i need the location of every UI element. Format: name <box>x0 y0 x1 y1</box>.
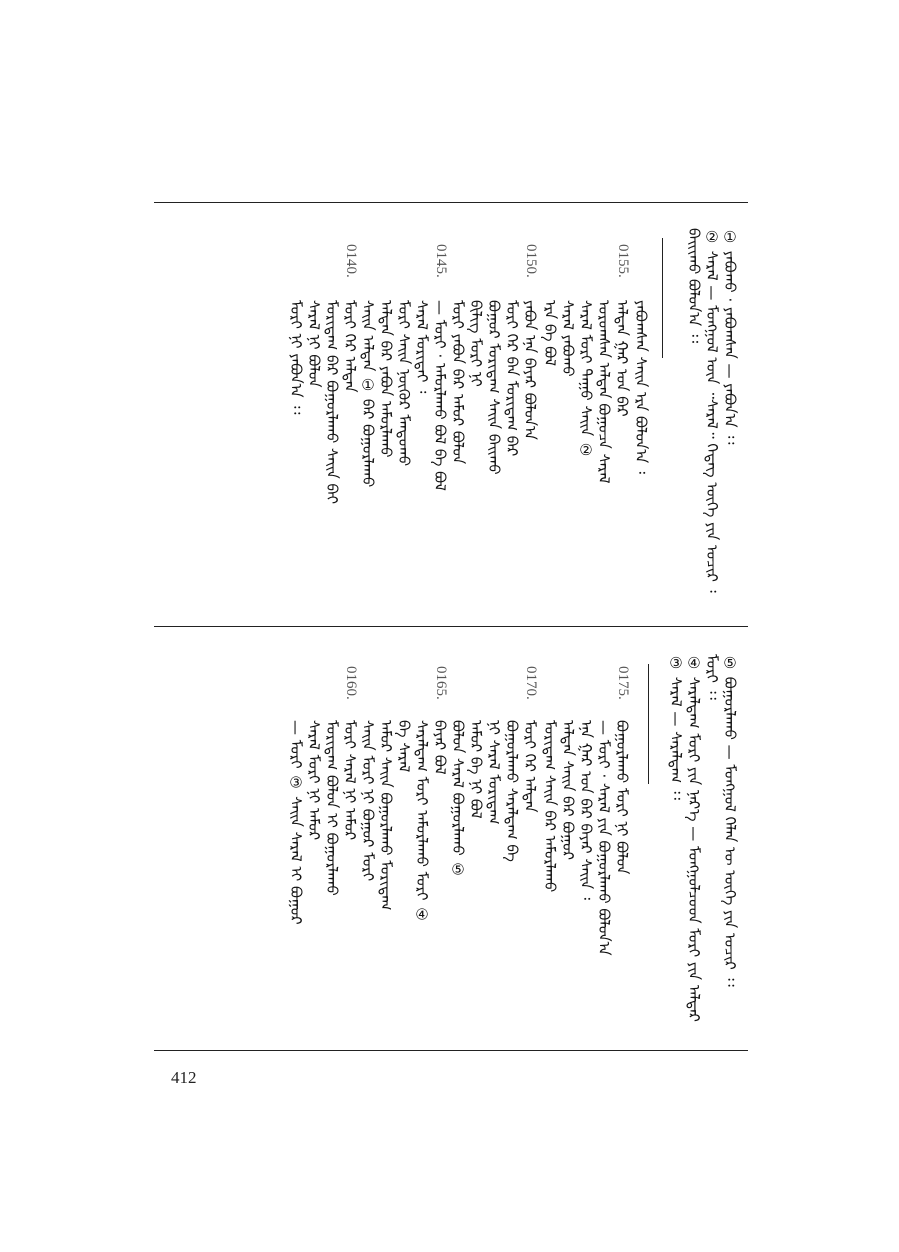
verse-line: ᠣᠷᠣᠭᠰᠠᠨ ᠠᠯᠳᠠᠨ ᠪᠣᠭᠤᠴᠠ ᠰᠠᠷᠠᠯ <box>595 300 613 484</box>
footnote-line: ③ ᠰᠠᠷᠠᠯ — ᠰᠠᠷᠠᠯᠳᠠᠭ ᠄᠄ <box>667 654 685 800</box>
bottom-rule <box>154 1050 748 1051</box>
verse-line: ᠠᠯᠳᠠᠨ ᠰᠠᠢᠨ ᠪᠡᠷ ᠪᠣᠭᠤᠷ <box>559 720 577 860</box>
footnote-separator <box>662 238 663 358</box>
verse-number: 0140. <box>343 244 359 278</box>
top-rule <box>154 202 748 203</box>
footnote-line: ① ᠶᠠᠪᠤᠬᠤ · ᠶᠠᠪᠤᠭᠰᠠᠨ — ᠶᠠᠪᠤᠨ᠎ᠠ ᠄᠄ <box>721 228 739 445</box>
verse-line: ᠰᠠᠷᠠᠯ ᠮᠣᠷᠢ ᠨᠢ ᠠᠮᠤᠷ <box>305 720 323 841</box>
middle-rule <box>154 626 748 627</box>
verse-line: ᠮᠣᠷᠢ ᠰᠠᠢᠨ ᠨᠥᠬᠦᠷ ᠮᠠᠨᠳᠤᠬᠤ <box>395 300 413 467</box>
verse-line: ᠰᠠᠷᠠᠯ ᠶᠠᠪᠤᠬᠤ <box>559 300 577 377</box>
verse-line: ᠪᠢᠯᠢᠭ ᠮᠣᠷᠢ ᠨᠢ <box>467 300 485 387</box>
verse-line: ᠰᠠᠢᠨ ᠠᠯᠳᠠᠨ ① ᠪᠡᠷ ᠪᠣᠭᠤᠷᠯᠠᠬᠤ <box>359 300 377 488</box>
footnote-separator <box>648 664 649 784</box>
verse-line: ᠡᠨᠡ ᠭᠠᠷ ᠤᠨ ᠪᠡᠷ ᠪᠠᠶᠠᠷ ᠰᠠᠢᠨ ᠄ <box>577 720 595 900</box>
footnote-line: ᠮᠣᠷᠢ ᠄᠄ <box>703 654 721 700</box>
verse-line: ᠮᠣᠷᠢ ᠭᠡᠷ ᠠᠯᠳᠠᠨ <box>341 300 359 393</box>
verse-number: 0175. <box>615 666 631 700</box>
verse-line: — ᠮᠣᠷᠢ ③ ᠰᠠᠢᠨ ᠰᠠᠷᠠᠯ ᠢ ᠪᠣᠭᠤᠷ <box>287 720 305 925</box>
verse-line: ᠪᠣᠭᠤᠷ ᠮᠣᠷᠢᠳᠠᠭ ᠰᠠᠢᠨ ᠪᠠᠢᠬᠤ <box>485 300 503 475</box>
verse-line: ᠶᠠᠪᠤᠭᠰᠠᠨ ᠰᠠᠢᠨ ᠡᠷᠡ ᠪᠣᠯᠤᠨ᠎ᠠ ᠄ <box>632 300 650 474</box>
footnote-line: ⑤ ᠪᠣᠭᠤᠷᠯᠠᠬᠤ — ᠮᠣᠩᠭᠣᠯ ᠬᠡᠯᠡᠨ ᠦ ᠦᠭᠡ ᠶᠢᠨ ᠤᠴᠢᠷ ᠄᠄ <box>721 654 739 987</box>
verse-line: ᠮᠣᠷᠢᠳᠠᠭ ᠪᠣᠯᠤᠨ ᠢ ᠪᠣᠭᠤᠷᠯᠠᠬᠤ <box>323 720 341 896</box>
verse-line: ᠡᠷᠡ ᠪᠡ ᠪᠣᠯ <box>541 300 559 367</box>
verse-line: ᠪᠡ ᠰᠠᠷᠠᠯ <box>395 720 413 773</box>
page-number: 412 <box>171 1068 197 1087</box>
verse-line: ᠮᠣᠷᠢᠳᠠᠭ ᠪᠡᠷ ᠪᠣᠭᠤᠷᠯᠠᠬᠤ ᠰᠠᠢᠨ ᠪᠠᠢ <box>323 300 341 504</box>
verse-line: ᠮᠣᠷᠢ ᠶᠠᠪᠤᠨ ᠪᠡᠷ ᠠᠮᠤᠷ ᠪᠣᠯᠤᠨ <box>449 300 467 465</box>
verse-line: ᠪᠠᠶᠠᠷ ᠪᠣᠯ <box>431 720 449 775</box>
verse-number: 0155. <box>615 244 631 278</box>
verse-line: ᠮᠣᠷᠢ ᠭᠡᠷ ᠠᠯᠳᠠᠨ <box>521 720 539 813</box>
verse-number: 0160. <box>343 666 359 700</box>
verse-line: ᠠᠯᠳᠠᠨ ᠭᠠᠷ ᠤᠨ ᠪᠡᠷ <box>613 300 631 417</box>
verse-line: ᠨᠢ ᠰᠠᠷᠠᠯ ᠮᠣᠷᠢᠳᠠᠭ <box>485 720 503 825</box>
verse-number: 0145. <box>433 244 449 278</box>
verse-line: ᠰᠠᠷᠠᠯᠳᠠᠭ ᠮᠣᠷᠢ ᠠᠮᠤᠷᠯᠠᠬᠤ ᠮᠣᠷᠢ ④ <box>413 720 431 924</box>
verse-line: ᠶᠠᠪᠤᠨ ᠡᠨᠡ ᠪᠠᠶᠠᠷ ᠪᠣᠯᠤᠨ᠎ᠠ <box>521 300 539 440</box>
verse-line: ᠰᠠᠢᠨ ᠮᠣᠷᠢ ᠨᠢ ᠪᠣᠭᠤᠷ ᠮᠣᠷᠢ <box>359 720 377 882</box>
verse-number: 0165. <box>433 666 449 700</box>
verse-line: ᠮᠣᠷᠢ ᠭᠡᠷ ᠪᠡᠨ ᠮᠣᠷᠢᠳᠠᠭ ᠪᠡᠷ <box>503 300 521 457</box>
verse-line: ᠰᠠᠷᠠᠯ ᠨᠢ ᠪᠣᠯᠤᠨ <box>305 300 323 388</box>
verse-line: ᠠᠯᠳᠠᠨ ᠪᠡᠷ ᠶᠠᠪᠤᠨ ᠠᠮᠤᠷᠯᠠᠬᠤ <box>377 300 395 458</box>
verse-line: ᠠᠮᠤᠷ ᠰᠠᠢᠨ ᠪᠣᠭᠤᠷᠯᠠᠬᠤ ᠮᠣᠷᠢᠳᠠᠭ <box>377 720 395 911</box>
footnote-line: ② ᠰᠠᠷᠠᠯ — ᠮᠣᠩᠭᠣᠯ ᠦᠨ ᠃ᠰᠠᠷᠠᠯ᠃ ᠭᠡᠳᠡᠭ ᠦᠭᠡ ᠶᠢᠨ ᠤᠴᠢᠷ ᠄ <box>703 228 721 593</box>
footnote-line: ᠪᠠᠢᠢᠬᠤ ᠪᠣᠯᠤᠨ᠎ᠠ ᠄᠄ <box>685 228 703 344</box>
verse-line: ᠮᠣᠷᠢ ᠨᠢ ᠶᠠᠪᠤᠨ᠎ᠠ ᠄᠄ <box>287 300 305 415</box>
verse-line: ᠪᠣᠯᠤᠨ ᠰᠠᠷᠠᠯ ᠪᠣᠭᠤᠷᠯᠠᠬᠤ ⑤ <box>449 720 467 879</box>
verse-number: 0170. <box>523 666 539 700</box>
verse-line: ᠪᠣᠭᠤᠷᠯᠠᠬᠤ ᠰᠠᠷᠠᠯᠳᠠᠭ ᠪᠡ <box>503 720 521 862</box>
verse-line: ᠰᠠᠷᠠᠯ ᠮᠣᠷᠢᠲᠠᠢ ᠄ <box>413 300 431 394</box>
verse-line: ᠰᠠᠷᠠᠯ ᠮᠣᠷᠢ ᠳᠠᠭᠤ ᠰᠠᠢᠨ ② <box>577 300 595 459</box>
verse-line: ᠠᠮᠤᠷ ᠪᠡ ᠨᠢ ᠪᠣᠯ <box>467 720 485 819</box>
verse-line: ᠮᠣᠷᠢ ᠰᠠᠷᠠᠯ ᠨᠢ ᠠᠮᠤᠷ <box>341 720 359 841</box>
verse-line: — ᠮᠣᠷᠢ · ᠠᠮᠤᠷᠯᠠᠬᠤ ᠪᠣᠯ ᠪᠠ ᠪᠣᠯ <box>431 300 449 491</box>
verse-line: ᠮᠣᠷᠢᠳᠠᠭ ᠰᠠᠢᠨ ᠪᠡᠷ ᠠᠮᠤᠷᠯᠠᠬᠤ <box>541 720 559 893</box>
footnote-line: ④ ᠰᠠᠷᠠᠯᠳᠠᠭ ᠮᠣᠷᠢ ᠶᠢᠨ ᠨᠡᠷ᠎ᠡ — ᠮᠣᠩᠭᠣᠯᠴᠤᠳ ᠮᠣᠷᠢ ᠶᠢᠨ ᠠᠯᠳᠠᠷ <box>685 654 703 1022</box>
verse-number: 0150. <box>523 244 539 278</box>
verse-line: ᠪᠣᠭᠤᠷᠯᠠᠬᠤ ᠮᠣᠷᠢ ᠨᠢ ᠪᠣᠯᠤᠨ <box>613 720 631 875</box>
verse-line: — ᠮᠣᠷᠢ · ᠰᠠᠷᠠᠯ ᠶᠢᠨ ᠪᠣᠭᠤᠷᠯᠠᠬᠤ ᠪᠣᠯᠤᠨ᠎ᠠ <box>595 720 613 956</box>
